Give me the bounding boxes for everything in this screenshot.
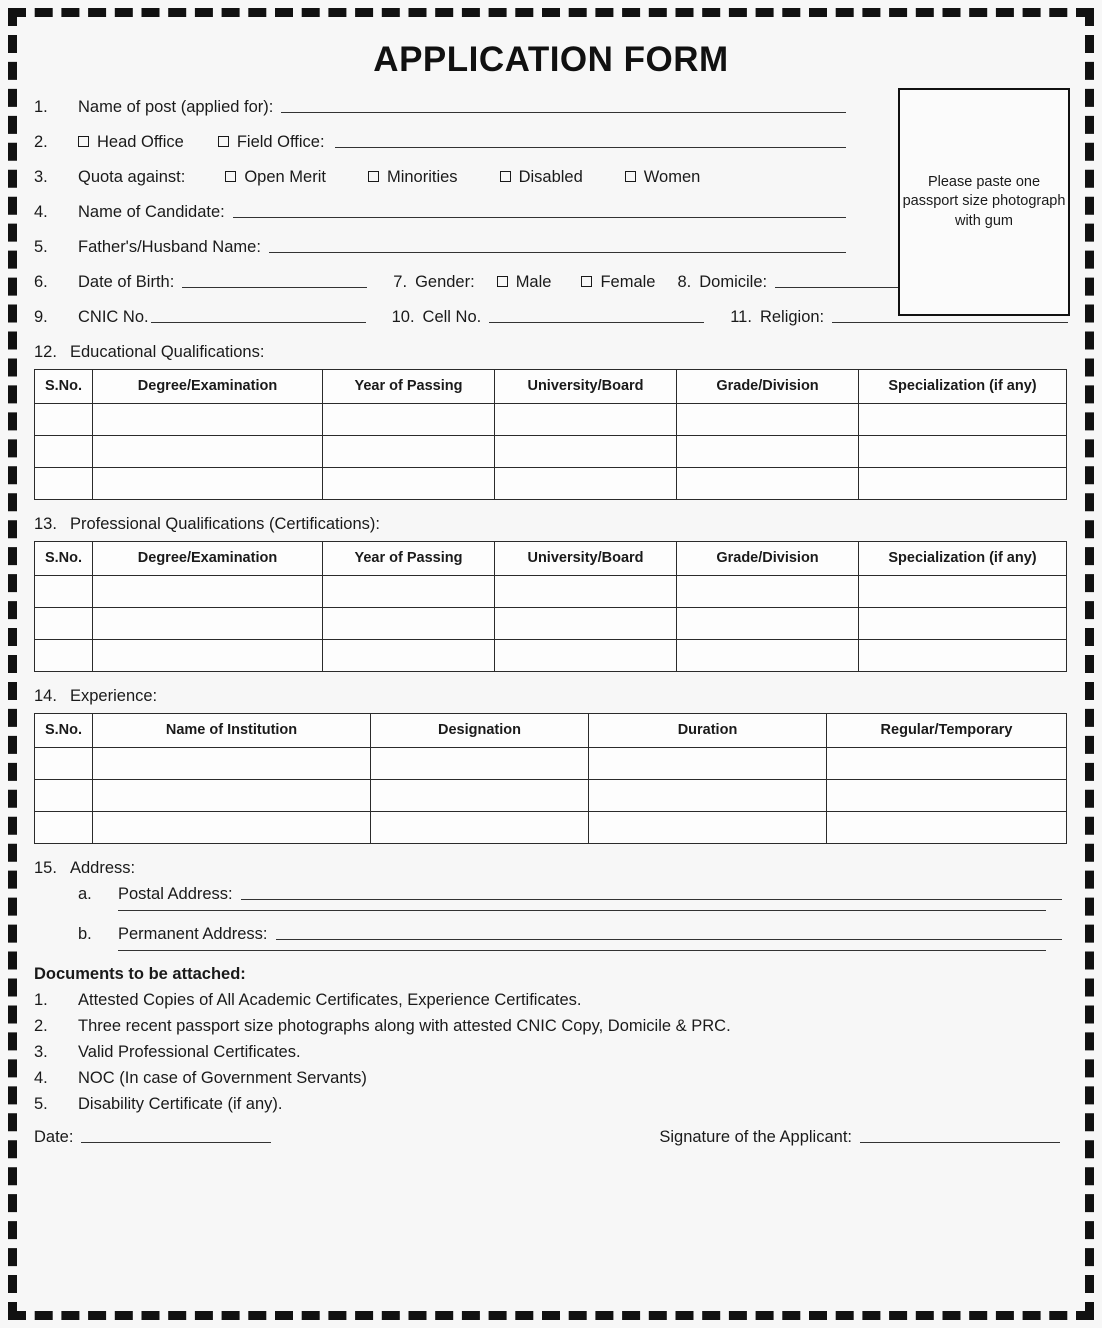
checkbox-icon[interactable]	[625, 171, 636, 182]
cell-degree[interactable]	[93, 435, 323, 467]
document-item-text: NOC (In case of Government Servants)	[78, 1068, 367, 1087]
checkbox-disabled[interactable]	[500, 168, 583, 187]
postal-address-input-line-1[interactable]	[241, 899, 1062, 900]
column-header-specialization: Specialization (if any)	[859, 369, 1067, 403]
cell-specialization[interactable]	[859, 467, 1067, 499]
column-header-sno: S.No.	[35, 369, 93, 403]
checkbox-head-office[interactable]	[78, 133, 184, 152]
cell-specialization[interactable]	[859, 639, 1067, 671]
date-of-birth-input[interactable]	[182, 287, 367, 288]
religion-input[interactable]	[832, 322, 1068, 323]
field-label: Father's/Husband Name:	[78, 237, 261, 256]
field-number: 12.	[34, 342, 57, 361]
cell-regular-temporary[interactable]	[827, 811, 1067, 843]
checkbox-icon[interactable]	[368, 171, 379, 182]
table-header-row	[35, 541, 1067, 575]
field-label: Cell No.	[422, 307, 482, 326]
cell-grade[interactable]	[677, 467, 859, 499]
column-header-institution: Name of Institution	[93, 713, 371, 747]
cell-university[interactable]	[495, 403, 677, 435]
cell-university[interactable]	[495, 639, 677, 671]
checkbox-female[interactable]	[581, 273, 655, 292]
cnic-no-input[interactable]	[151, 322, 366, 323]
document-item	[34, 1017, 1068, 1036]
document-item	[34, 1043, 1068, 1062]
cell-regular-temporary[interactable]	[827, 747, 1067, 779]
field-label: Name of Candidate:	[78, 202, 225, 221]
field-label: CNIC No.	[78, 307, 149, 326]
name-of-post-input[interactable]	[281, 112, 846, 113]
cell-year[interactable]	[323, 467, 495, 499]
cell-university[interactable]	[495, 607, 677, 639]
field-permanent-address	[34, 925, 1068, 944]
field-label: Address:	[70, 858, 136, 877]
checkbox-open-merit[interactable]	[225, 168, 326, 187]
list-alpha: b.	[78, 924, 92, 943]
checkbox-icon[interactable]	[500, 171, 511, 182]
signature-input[interactable]	[860, 1142, 1060, 1143]
field-label: Professional Qualifications (Certifications):	[70, 514, 380, 533]
cell-year[interactable]	[323, 435, 495, 467]
field-number: 2.	[34, 132, 48, 151]
cell-sno[interactable]	[35, 607, 93, 639]
table-row[interactable]	[35, 403, 1067, 435]
experience-table	[34, 713, 1067, 844]
document-item	[34, 1095, 1068, 1114]
cell-no-input[interactable]	[489, 322, 704, 323]
field-number: 9.	[34, 307, 48, 326]
table-header-row	[35, 713, 1067, 747]
cell-specialization[interactable]	[859, 435, 1067, 467]
checkbox-male[interactable]	[497, 273, 552, 292]
document-item-text: Valid Professional Certificates.	[78, 1042, 301, 1061]
cell-grade[interactable]	[677, 639, 859, 671]
checkbox-label: Male	[515, 272, 552, 291]
checkbox-icon[interactable]	[581, 276, 592, 287]
cell-designation[interactable]	[371, 747, 589, 779]
cell-year[interactable]	[323, 575, 495, 607]
passport-photo-instruction: Please paste one passport size photograph with gum	[902, 173, 1066, 229]
cell-institution[interactable]	[93, 811, 371, 843]
cell-grade[interactable]	[677, 607, 859, 639]
cell-sno[interactable]	[35, 779, 93, 811]
checkbox-label: Field Office:	[236, 132, 325, 151]
checkbox-label: Head Office	[97, 132, 184, 151]
field-number: 14.	[34, 686, 57, 705]
checkbox-icon[interactable]	[225, 171, 236, 182]
section-experience	[34, 687, 1068, 706]
cell-sno[interactable]	[35, 811, 93, 843]
cell-degree[interactable]	[93, 607, 323, 639]
cell-grade[interactable]	[677, 403, 859, 435]
education-table	[34, 369, 1067, 500]
document-item	[34, 1069, 1068, 1088]
cell-year[interactable]	[323, 607, 495, 639]
field-number: 3.	[34, 167, 48, 186]
column-header-grade: Grade/Division	[677, 369, 859, 403]
document-item-text: Attested Copies of All Academic Certificates, Experience Certificates.	[78, 990, 582, 1009]
cell-grade[interactable]	[677, 575, 859, 607]
list-number: 1.	[34, 990, 48, 1009]
cell-university[interactable]	[495, 435, 677, 467]
permanent-address-input-line-2[interactable]	[118, 950, 1046, 951]
field-number: 4.	[34, 202, 48, 221]
cell-duration[interactable]	[589, 747, 827, 779]
checkbox-label: Women	[643, 167, 701, 186]
section-educational-qualifications	[34, 343, 1068, 362]
list-alpha: a.	[78, 884, 92, 903]
cell-sno[interactable]	[35, 435, 93, 467]
field-label: Educational Qualifications:	[70, 342, 265, 361]
passport-photo-box[interactable]	[898, 88, 1070, 316]
cell-degree[interactable]	[93, 639, 323, 671]
table-row[interactable]	[35, 607, 1067, 639]
field-label: Date of Birth:	[78, 272, 175, 291]
field-label: Name of post (applied for):	[78, 98, 274, 116]
cell-sno[interactable]	[35, 747, 93, 779]
field-number: 1.	[34, 98, 48, 116]
list-number: 3.	[34, 1042, 48, 1061]
checkbox-minorities[interactable]	[368, 168, 458, 187]
column-header-designation: Designation	[371, 713, 589, 747]
field-label: Permanent Address:	[118, 924, 268, 943]
cell-sno[interactable]	[35, 639, 93, 671]
checkbox-women[interactable]	[625, 168, 701, 187]
document-item-text: Three recent passport size photographs along with attested CNIC Copy, Domicile & PRC.	[78, 1016, 731, 1035]
section-address	[34, 859, 1068, 878]
column-header-degree: Degree/Examination	[93, 541, 323, 575]
checkbox-field-office[interactable]	[218, 133, 325, 152]
column-header-sno: S.No.	[35, 541, 93, 575]
father-husband-name-input[interactable]	[269, 252, 846, 253]
checkbox-label: Disabled	[518, 167, 583, 186]
cell-institution[interactable]	[93, 779, 371, 811]
cell-duration[interactable]	[589, 811, 827, 843]
documents-section-title: Documents to be attached:	[34, 964, 246, 983]
cell-duration[interactable]	[589, 779, 827, 811]
document-item	[34, 991, 1068, 1010]
field-number: 7.	[393, 272, 408, 291]
checkbox-icon[interactable]	[218, 136, 229, 147]
permanent-address-input-line-1[interactable]	[276, 939, 1063, 940]
table-row[interactable]	[35, 435, 1067, 467]
postal-address-input-line-2[interactable]	[118, 910, 1046, 911]
field-number: 8.	[677, 272, 692, 291]
checkbox-label: Open Merit	[244, 167, 326, 186]
cell-grade[interactable]	[677, 435, 859, 467]
table-row[interactable]	[35, 779, 1067, 811]
date-input[interactable]	[81, 1142, 271, 1143]
cell-degree[interactable]	[93, 403, 323, 435]
field-number: 10.	[391, 307, 415, 326]
name-of-candidate-input[interactable]	[233, 217, 846, 218]
column-header-university: University/Board	[495, 541, 677, 575]
cell-sno[interactable]	[35, 403, 93, 435]
table-row[interactable]	[35, 639, 1067, 671]
cell-regular-temporary[interactable]	[827, 779, 1067, 811]
checkbox-label: Female	[600, 272, 656, 291]
checkbox-icon[interactable]	[78, 136, 89, 147]
signature-label: Signature of the Applicant:	[659, 1127, 852, 1146]
column-header-grade: Grade/Division	[677, 541, 859, 575]
cell-specialization[interactable]	[859, 403, 1067, 435]
field-label: Domicile:	[699, 272, 768, 291]
table-row[interactable]	[35, 811, 1067, 843]
column-header-university: University/Board	[495, 369, 677, 403]
checkbox-icon[interactable]	[497, 276, 508, 287]
cell-year[interactable]	[323, 403, 495, 435]
column-header-duration: Duration	[589, 713, 827, 747]
cell-specialization[interactable]	[859, 575, 1067, 607]
list-number: 5.	[34, 1094, 48, 1113]
date-label: Date:	[34, 1127, 74, 1146]
section-professional-qualifications	[34, 515, 1068, 534]
cell-university[interactable]	[495, 467, 677, 499]
cell-designation[interactable]	[371, 779, 589, 811]
table-row[interactable]	[35, 575, 1067, 607]
field-number: 13.	[34, 514, 57, 533]
field-number: 6.	[34, 272, 48, 291]
document-item-text: Disability Certificate (if any).	[78, 1094, 283, 1113]
column-header-degree: Degree/Examination	[93, 369, 323, 403]
professional-table	[34, 541, 1067, 672]
column-header-year: Year of Passing	[323, 541, 495, 575]
checkbox-label: Minorities	[386, 167, 458, 186]
field-office-input[interactable]	[335, 147, 846, 148]
cell-specialization[interactable]	[859, 607, 1067, 639]
column-header-specialization: Specialization (if any)	[859, 541, 1067, 575]
field-label: Gender:	[415, 272, 475, 291]
cell-year[interactable]	[323, 639, 495, 671]
column-header-regular-temporary: Regular/Temporary	[827, 713, 1067, 747]
list-number: 4.	[34, 1068, 48, 1087]
table-row[interactable]	[35, 747, 1067, 779]
page-title: APPLICATION FORM	[373, 40, 729, 79]
cell-sno[interactable]	[35, 467, 93, 499]
column-header-sno: S.No.	[35, 713, 93, 747]
field-number: 11.	[730, 307, 752, 326]
cell-designation[interactable]	[371, 811, 589, 843]
field-label: Postal Address:	[118, 884, 233, 903]
field-label: Quota against:	[78, 167, 186, 186]
cell-degree[interactable]	[93, 575, 323, 607]
cell-institution[interactable]	[93, 747, 371, 779]
form-footer	[34, 1128, 1068, 1147]
field-number: 15.	[34, 858, 57, 877]
list-number: 2.	[34, 1016, 48, 1035]
table-header-row	[35, 369, 1067, 403]
cell-degree[interactable]	[93, 467, 323, 499]
field-label: Religion:	[759, 307, 825, 326]
field-postal-address	[34, 885, 1068, 904]
column-header-year: Year of Passing	[323, 369, 495, 403]
field-number: 5.	[34, 237, 48, 256]
cell-sno[interactable]	[35, 575, 93, 607]
field-label: Experience:	[70, 686, 158, 705]
cell-university[interactable]	[495, 575, 677, 607]
table-row[interactable]	[35, 467, 1067, 499]
